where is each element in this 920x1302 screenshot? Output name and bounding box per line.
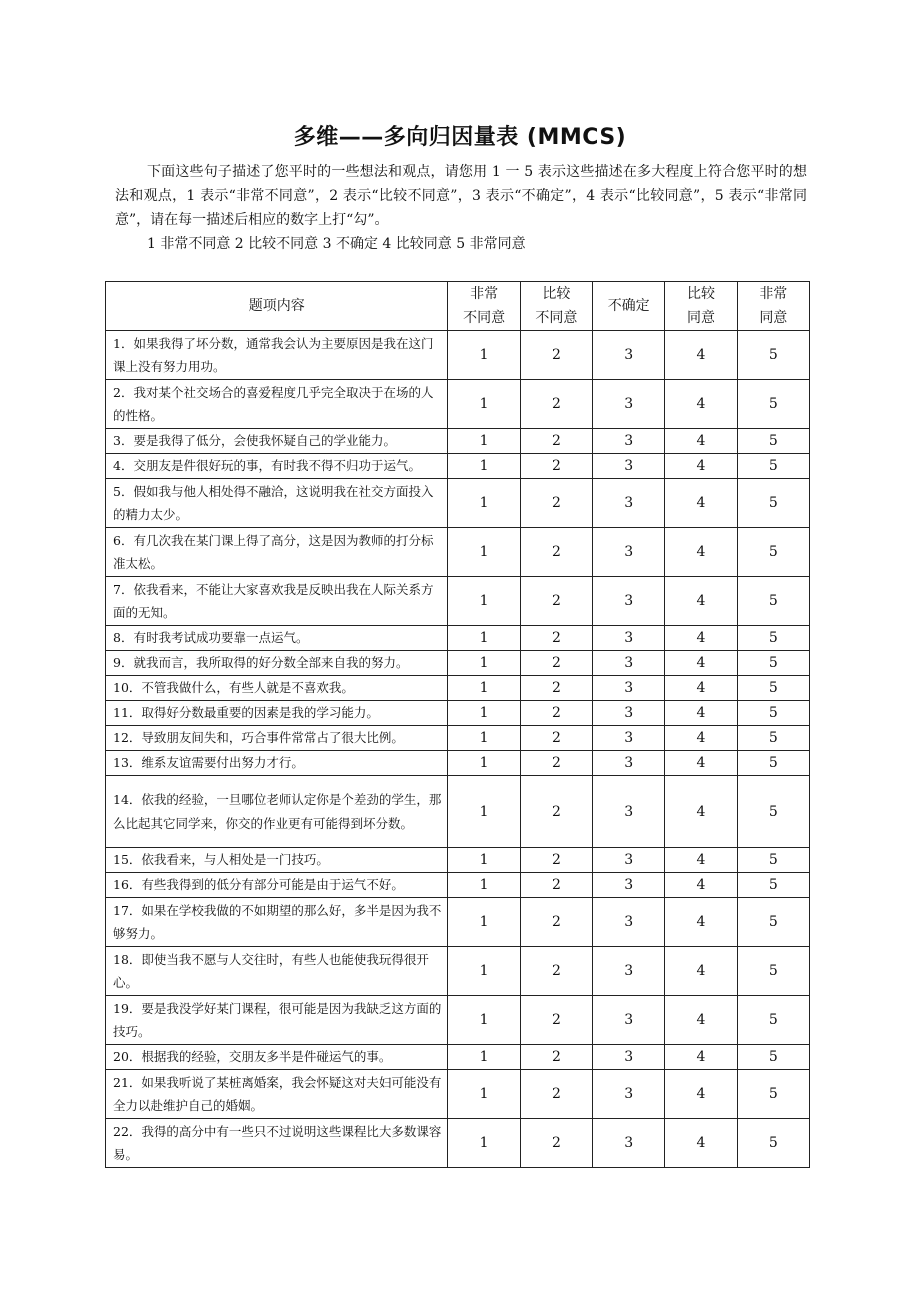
rating-option-1[interactable]: 1 (448, 626, 520, 651)
rating-option-1[interactable]: 1 (448, 528, 520, 577)
rating-option-1[interactable]: 1 (448, 479, 520, 528)
rating-option-4[interactable]: 4 (665, 873, 737, 898)
table-row (106, 726, 810, 751)
rating-option-3[interactable]: 3 (593, 1119, 665, 1168)
rating-option-4[interactable]: 4 (665, 1045, 737, 1070)
rating-option-2[interactable]: 2 (520, 429, 592, 454)
rating-option-5[interactable]: 5 (737, 848, 809, 873)
rating-option-4[interactable]: 4 (665, 380, 737, 429)
header-somewhat-agree: 比较 同意 (665, 282, 737, 331)
rating-option-3[interactable]: 3 (593, 751, 665, 776)
table-row (106, 1070, 810, 1119)
item-text: 5．假如我与他人相处得不融洽，这说明我在社交方面投入的精力太少。 (106, 479, 448, 528)
rating-option-3[interactable]: 3 (593, 996, 665, 1045)
rating-option-5[interactable]: 5 (737, 751, 809, 776)
table-row (106, 331, 810, 380)
header-strongly-agree: 非常 同意 (737, 282, 809, 331)
item-text: 22．我得的高分中有一些只不过说明这些课程比大多数课容易。 (106, 1119, 448, 1168)
rating-option-2[interactable]: 2 (520, 873, 592, 898)
rating-option-2[interactable]: 2 (520, 898, 592, 947)
table-row (106, 1119, 810, 1168)
rating-option-5[interactable]: 5 (737, 947, 809, 996)
rating-option-3[interactable]: 3 (593, 701, 665, 726)
item-text: 7．依我看来，不能让大家喜欢我是反映出我在人际关系方面的无知。 (106, 577, 448, 626)
table-header-row (106, 282, 810, 331)
rating-option-2[interactable]: 2 (520, 676, 592, 701)
rating-option-2[interactable]: 2 (520, 996, 592, 1045)
rating-option-3[interactable]: 3 (593, 898, 665, 947)
rating-option-2[interactable]: 2 (520, 577, 592, 626)
rating-option-4[interactable]: 4 (665, 626, 737, 651)
rating-option-4[interactable]: 4 (665, 1119, 737, 1168)
item-text: 1．如果我得了坏分数，通常我会认为主要原因是我在这门课上没有努力用功。 (106, 331, 448, 380)
scale-legend: 1 非常不同意 2 比较不同意 3 不确定 4 比较同意 5 非常同意 (147, 236, 526, 252)
item-text: 6．有几次我在某门课上得了高分，这是因为教师的打分标准太松。 (106, 528, 448, 577)
rating-option-2[interactable]: 2 (520, 528, 592, 577)
item-text: 14．依我的经验，一旦哪位老师认定你是个差劲的学生，那么比起其它同学来，你交的作业更有可能得到坏分数。 (106, 776, 448, 848)
rating-option-5[interactable]: 5 (737, 651, 809, 676)
rating-option-1[interactable]: 1 (448, 751, 520, 776)
rating-option-4[interactable]: 4 (665, 429, 737, 454)
rating-option-4[interactable]: 4 (665, 577, 737, 626)
rating-option-2[interactable]: 2 (520, 1119, 592, 1168)
rating-option-4[interactable]: 4 (665, 1070, 737, 1119)
rating-option-3[interactable]: 3 (593, 454, 665, 479)
table-row (106, 751, 810, 776)
rating-option-4[interactable]: 4 (665, 947, 737, 996)
item-text: 21．如果我听说了某桩离婚案，我会怀疑这对夫妇可能没有全力以赴维护自己的婚姻。 (106, 1070, 448, 1119)
rating-option-1[interactable]: 1 (448, 1119, 520, 1168)
rating-option-3[interactable]: 3 (593, 848, 665, 873)
rating-option-1[interactable]: 1 (448, 380, 520, 429)
rating-option-5[interactable]: 5 (737, 776, 809, 848)
item-text: 11．取得好分数最重要的因素是我的学习能力。 (106, 701, 448, 726)
item-text: 10．不管我做什么，有些人就是不喜欢我。 (106, 676, 448, 701)
table-row (106, 996, 810, 1045)
rating-option-3[interactable]: 3 (593, 676, 665, 701)
rating-option-3[interactable]: 3 (593, 726, 665, 751)
rating-option-1[interactable]: 1 (448, 651, 520, 676)
rating-option-4[interactable]: 4 (665, 776, 737, 848)
rating-option-3[interactable]: 3 (593, 528, 665, 577)
rating-option-4[interactable]: 4 (665, 898, 737, 947)
rating-option-4[interactable]: 4 (665, 848, 737, 873)
rating-option-5[interactable]: 5 (737, 577, 809, 626)
rating-option-2[interactable]: 2 (520, 776, 592, 848)
table-row (106, 676, 810, 701)
page-title: 多维——多向归因量表 (MMCS) (293, 125, 627, 150)
table-row (106, 454, 810, 479)
rating-option-4[interactable]: 4 (665, 726, 737, 751)
rating-option-5[interactable]: 5 (737, 626, 809, 651)
rating-option-5[interactable]: 5 (737, 1119, 809, 1168)
rating-option-2[interactable]: 2 (520, 947, 592, 996)
rating-option-4[interactable]: 4 (665, 479, 737, 528)
item-text: 2．我对某个社交场合的喜爱程度几乎完全取决于在场的人的性格。 (106, 380, 448, 429)
rating-option-3[interactable]: 3 (593, 479, 665, 528)
rating-option-5[interactable]: 5 (737, 898, 809, 947)
rating-option-4[interactable]: 4 (665, 701, 737, 726)
rating-option-2[interactable]: 2 (520, 726, 592, 751)
table-row (106, 626, 810, 651)
table-row (106, 380, 810, 429)
rating-option-4[interactable]: 4 (665, 454, 737, 479)
rating-option-1[interactable]: 1 (448, 873, 520, 898)
rating-option-1[interactable]: 1 (448, 676, 520, 701)
item-text: 15．依我看来，与人相处是一门技巧。 (106, 848, 448, 873)
table-row (106, 873, 810, 898)
table-row (106, 528, 810, 577)
rating-option-3[interactable]: 3 (593, 873, 665, 898)
rating-option-4[interactable]: 4 (665, 751, 737, 776)
header-somewhat-disagree: 比较 不同意 (520, 282, 592, 331)
rating-option-3[interactable]: 3 (593, 1070, 665, 1119)
rating-option-4[interactable]: 4 (665, 651, 737, 676)
rating-option-4[interactable]: 4 (665, 996, 737, 1045)
table-row (106, 1045, 810, 1070)
rating-option-5[interactable]: 5 (737, 429, 809, 454)
rating-option-1[interactable]: 1 (448, 996, 520, 1045)
header-uncertain: 不确定 (593, 282, 665, 331)
rating-option-1[interactable]: 1 (448, 577, 520, 626)
rating-option-1[interactable]: 1 (448, 701, 520, 726)
item-text: 12．导致朋友间失和，巧合事件常常占了很大比例。 (106, 726, 448, 751)
item-text: 18．即使当我不愿与人交往时，有些人也能使我玩得很开心。 (106, 947, 448, 996)
table-row (106, 479, 810, 528)
rating-option-3[interactable]: 3 (593, 380, 665, 429)
rating-option-2[interactable]: 2 (520, 701, 592, 726)
table-row (106, 651, 810, 676)
rating-option-5[interactable]: 5 (737, 701, 809, 726)
table-row (106, 776, 810, 848)
rating-option-2[interactable]: 2 (520, 380, 592, 429)
item-text: 17．如果在学校我做的不如期望的那么好，多半是因为我不够努力。 (106, 898, 448, 947)
rating-option-5[interactable]: 5 (737, 873, 809, 898)
rating-option-3[interactable]: 3 (593, 626, 665, 651)
rating-option-3[interactable]: 3 (593, 776, 665, 848)
rating-option-2[interactable]: 2 (520, 454, 592, 479)
rating-option-2[interactable]: 2 (520, 651, 592, 676)
rating-option-3[interactable]: 3 (593, 577, 665, 626)
questionnaire-table (105, 281, 810, 1168)
rating-option-5[interactable]: 5 (737, 1045, 809, 1070)
rating-option-5[interactable]: 5 (737, 676, 809, 701)
item-text: 9．就我而言，我所取得的好分数全部来自我的努力。 (106, 651, 448, 676)
rating-option-1[interactable]: 1 (448, 1045, 520, 1070)
rating-option-5[interactable]: 5 (737, 726, 809, 751)
rating-option-1[interactable]: 1 (448, 1070, 520, 1119)
rating-option-5[interactable]: 5 (737, 479, 809, 528)
header-item-content: 题项内容 (106, 282, 448, 331)
item-text: 8．有时我考试成功要靠一点运气。 (106, 626, 448, 651)
rating-option-4[interactable]: 4 (665, 676, 737, 701)
rating-option-2[interactable]: 2 (520, 1070, 592, 1119)
rating-option-3[interactable]: 3 (593, 947, 665, 996)
item-text: 16．有些我得到的低分有部分可能是由于运气不好。 (106, 873, 448, 898)
rating-option-2[interactable]: 2 (520, 848, 592, 873)
item-text: 20．根据我的经验，交朋友多半是件碰运气的事。 (106, 1045, 448, 1070)
rating-option-1[interactable]: 1 (448, 848, 520, 873)
rating-option-3[interactable]: 3 (593, 429, 665, 454)
table-row (106, 701, 810, 726)
rating-option-1[interactable]: 1 (448, 776, 520, 848)
rating-option-2[interactable]: 2 (520, 331, 592, 380)
rating-option-1[interactable]: 1 (448, 947, 520, 996)
header-strongly-disagree: 非常 不同意 (448, 282, 520, 331)
rating-option-3[interactable]: 3 (593, 651, 665, 676)
rating-option-2[interactable]: 2 (520, 751, 592, 776)
rating-option-3[interactable]: 3 (593, 331, 665, 380)
table-row (106, 947, 810, 996)
item-text: 19．要是我没学好某门课程，很可能是因为我缺乏这方面的技巧。 (106, 996, 448, 1045)
item-text: 4．交朋友是件很好玩的事，有时我不得不归功于运气。 (106, 454, 448, 479)
table-row (106, 429, 810, 454)
rating-option-1[interactable]: 1 (448, 454, 520, 479)
table-body (106, 331, 810, 1168)
table-row (106, 848, 810, 873)
rating-option-1[interactable]: 1 (448, 898, 520, 947)
item-text: 13．维系友谊需要付出努力才行。 (106, 751, 448, 776)
rating-option-5[interactable]: 5 (737, 380, 809, 429)
rating-option-2[interactable]: 2 (520, 479, 592, 528)
rating-option-2[interactable]: 2 (520, 626, 592, 651)
table-row (106, 898, 810, 947)
rating-option-5[interactable]: 5 (737, 996, 809, 1045)
table-row (106, 577, 810, 626)
rating-option-1[interactable]: 1 (448, 429, 520, 454)
rating-option-5[interactable]: 5 (737, 528, 809, 577)
rating-option-4[interactable]: 4 (665, 331, 737, 380)
item-text: 3．要是我得了低分，会使我怀疑自己的学业能力。 (106, 429, 448, 454)
rating-option-2[interactable]: 2 (520, 1045, 592, 1070)
rating-option-3[interactable]: 3 (593, 1045, 665, 1070)
rating-option-1[interactable]: 1 (448, 726, 520, 751)
rating-option-4[interactable]: 4 (665, 528, 737, 577)
rating-option-5[interactable]: 5 (737, 331, 809, 380)
instructions-paragraph: 下面这些句子描述了您平时的一些想法和观点，请您用 1 一 5 表示这些描述在多大程度上符合您平时的想法和观点，1 表示“非常不同意”，2 表示“比较不同意”，3 表示“不确定”，4 表示“比较同意”，5 表示“非常同意”，请在每一描述后相应的数字上打“勾”。 (115, 164, 807, 228)
rating-option-1[interactable]: 1 (448, 331, 520, 380)
rating-option-5[interactable]: 5 (737, 1070, 809, 1119)
rating-option-5[interactable]: 5 (737, 454, 809, 479)
